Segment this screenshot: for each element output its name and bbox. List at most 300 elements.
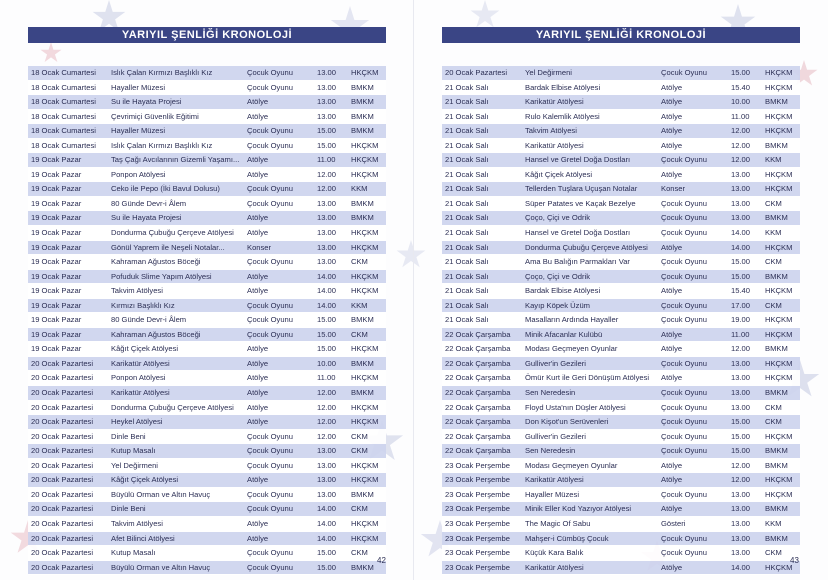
event-time: 13.00 — [728, 211, 762, 226]
event-type: Atölye — [658, 167, 728, 182]
event-venue: CKM — [762, 400, 800, 415]
event-time: 13.00 — [728, 167, 762, 182]
table-row — [28, 342, 386, 357]
event-title: Mahşer-i Cümbüş Çocuk — [522, 531, 658, 546]
event-date: 21 Ocak Salı — [442, 182, 522, 197]
event-type: Çocuk Oyunu — [658, 415, 728, 430]
table-row — [28, 138, 386, 153]
event-type: Atölye — [244, 531, 314, 546]
table-row — [28, 560, 386, 575]
table-row — [28, 255, 386, 270]
event-title: Büyülü Orman ve Altın Havuç — [108, 487, 244, 502]
event-title: Yel Değirmeni — [108, 458, 244, 473]
table-row — [28, 400, 386, 415]
event-time: 15.00 — [314, 138, 348, 153]
event-venue: KKM — [762, 226, 800, 241]
event-venue: HKÇKM — [762, 473, 800, 488]
event-title: Modası Geçmeyen Oyunlar — [522, 342, 658, 357]
event-time: 12.00 — [314, 400, 348, 415]
event-time: 13.00 — [314, 240, 348, 255]
event-title: Islık Çalan Kırmızı Başlıklı Kız — [108, 66, 244, 80]
event-time: 19.00 — [728, 313, 762, 328]
event-date: 18 Ocak Cumartesi — [28, 138, 108, 153]
event-type: Çocuk Oyunu — [244, 444, 314, 459]
event-venue: BMKM — [762, 269, 800, 284]
event-time: 13.00 — [728, 487, 762, 502]
table-row — [442, 80, 800, 95]
event-date: 19 Ocak Pazar — [28, 313, 108, 328]
event-title: Dondurma Çubuğu Çerçeve Atölyesi — [522, 240, 658, 255]
event-time: 15.00 — [728, 429, 762, 444]
event-date: 20 Ocak Pazartesi — [28, 516, 108, 531]
event-title: Kahraman Ağustos Böceği — [108, 255, 244, 270]
event-time: 15.40 — [728, 284, 762, 299]
event-date: 18 Ocak Cumartesi — [28, 109, 108, 124]
event-title: Sen Neredesin — [522, 444, 658, 459]
event-title: Karikatür Atölyesi — [108, 386, 244, 401]
event-venue: BMKM — [762, 458, 800, 473]
table-row — [442, 109, 800, 124]
event-title: Su ile Hayata Projesi — [108, 211, 244, 226]
table-row — [442, 429, 800, 444]
event-type: Çocuk Oyunu — [658, 313, 728, 328]
event-venue: BMKM — [348, 211, 386, 226]
event-title: Dondurma Çubuğu Çerçeve Atölyesi — [108, 400, 244, 415]
table-row — [28, 546, 386, 561]
event-time: 13.00 — [314, 66, 348, 80]
table-row — [28, 66, 386, 80]
event-date: 18 Ocak Cumartesi — [28, 80, 108, 95]
event-date: 20 Ocak Pazartesi — [28, 386, 108, 401]
event-venue: HKÇKM — [348, 458, 386, 473]
event-venue: HKÇKM — [348, 531, 386, 546]
table-row — [28, 371, 386, 386]
event-venue: HKÇKM — [762, 371, 800, 386]
event-date: 21 Ocak Salı — [442, 298, 522, 313]
event-venue: BMKM — [348, 95, 386, 110]
event-time: 15.00 — [314, 560, 348, 575]
table-row — [442, 400, 800, 415]
event-time: 12.00 — [314, 386, 348, 401]
table-row — [442, 531, 800, 546]
event-date: 19 Ocak Pazar — [28, 269, 108, 284]
event-date: 21 Ocak Salı — [442, 124, 522, 139]
table-row — [442, 138, 800, 153]
event-date: 23 Ocak Perşembe — [442, 560, 522, 575]
page-number: 43 — [790, 556, 799, 565]
event-title: Karikatür Atölyesi — [522, 473, 658, 488]
table-row — [28, 196, 386, 211]
event-venue: HKÇKM — [348, 226, 386, 241]
event-time: 12.00 — [728, 458, 762, 473]
event-time: 10.00 — [728, 95, 762, 110]
event-title: Karikatür Atölyesi — [522, 95, 658, 110]
event-date: 23 Ocak Perşembe — [442, 458, 522, 473]
event-venue: HKÇKM — [762, 560, 800, 575]
table-row — [442, 458, 800, 473]
event-time: 13.00 — [314, 211, 348, 226]
table-row — [442, 502, 800, 517]
event-type: Atölye — [658, 138, 728, 153]
event-title: Don Kişot'un Serüvenleri — [522, 415, 658, 430]
event-type: Çocuk Oyunu — [244, 546, 314, 561]
event-date: 19 Ocak Pazar — [28, 240, 108, 255]
event-venue: BMKM — [348, 356, 386, 371]
event-date: 20 Ocak Pazartesi — [28, 487, 108, 502]
event-type: Çocuk Oyunu — [244, 313, 314, 328]
event-venue: HKÇKM — [762, 109, 800, 124]
event-venue: CKM — [348, 444, 386, 459]
event-date: 21 Ocak Salı — [442, 269, 522, 284]
event-date: 21 Ocak Salı — [442, 196, 522, 211]
table-row — [442, 196, 800, 211]
event-title: Çoço, Çiçi ve Odrik — [522, 269, 658, 284]
event-type: Çocuk Oyunu — [658, 255, 728, 270]
event-time: 13.00 — [728, 400, 762, 415]
event-title: Taş Çağı Avcılarının Gizemli Yaşamı... — [108, 153, 244, 168]
event-title: Ama Bu Balığın Parmakları Var — [522, 255, 658, 270]
table-row — [442, 211, 800, 226]
table-row — [442, 386, 800, 401]
event-venue: HKÇKM — [348, 415, 386, 430]
event-date: 19 Ocak Pazar — [28, 196, 108, 211]
event-date: 20 Ocak Pazartesi — [28, 546, 108, 561]
event-type: Atölye — [244, 95, 314, 110]
event-venue: HKÇKM — [762, 356, 800, 371]
event-title: Minik Eller Kod Yazıyor Atölyesi — [522, 502, 658, 517]
event-venue: CKM — [762, 415, 800, 430]
event-venue: HKÇKM — [348, 269, 386, 284]
event-time: 12.00 — [314, 167, 348, 182]
table-row — [442, 371, 800, 386]
event-time: 11.00 — [314, 371, 348, 386]
event-date: 22 Ocak Çarşamba — [442, 415, 522, 430]
event-date: 22 Ocak Çarşamba — [442, 371, 522, 386]
event-date: 21 Ocak Salı — [442, 167, 522, 182]
event-date: 23 Ocak Perşembe — [442, 502, 522, 517]
event-type: Çocuk Oyunu — [658, 386, 728, 401]
event-type: Atölye — [658, 502, 728, 517]
event-title: Takvim Atölyesi — [108, 516, 244, 531]
event-date: 20 Ocak Pazartesi — [28, 371, 108, 386]
event-time: 12.00 — [314, 415, 348, 430]
event-type: Çocuk Oyunu — [244, 487, 314, 502]
table-row — [442, 560, 800, 575]
event-venue: BMKM — [762, 95, 800, 110]
event-date: 21 Ocak Salı — [442, 138, 522, 153]
event-time: 12.00 — [314, 429, 348, 444]
event-time: 15.00 — [314, 327, 348, 342]
event-time: 12.00 — [728, 342, 762, 357]
event-type: Atölye — [244, 153, 314, 168]
event-date: 20 Ocak Pazartesi — [28, 458, 108, 473]
table-row — [28, 415, 386, 430]
event-time: 10.00 — [314, 356, 348, 371]
event-type: Atölye — [244, 371, 314, 386]
event-time: 13.00 — [728, 182, 762, 197]
event-date: 18 Ocak Cumartesi — [28, 66, 108, 80]
event-date: 22 Ocak Çarşamba — [442, 386, 522, 401]
event-time: 13.00 — [314, 255, 348, 270]
page-title: YARIYIL ŞENLİĞİ KRONOLOJİ — [442, 27, 800, 43]
table-row — [28, 153, 386, 168]
event-venue: HKÇKM — [348, 473, 386, 488]
event-time: 15.00 — [728, 415, 762, 430]
table-row — [442, 66, 800, 80]
event-type: Atölye — [244, 400, 314, 415]
event-time: 14.00 — [728, 226, 762, 241]
event-venue: BMKM — [348, 80, 386, 95]
event-type: Çocuk Oyunu — [244, 502, 314, 517]
event-title: Süper Patates ve Kaçak Bezelye — [522, 196, 658, 211]
event-time: 13.00 — [314, 487, 348, 502]
table-row — [442, 487, 800, 502]
event-venue: HKÇKM — [762, 182, 800, 197]
event-time: 15.00 — [314, 124, 348, 139]
event-type: Çocuk Oyunu — [658, 211, 728, 226]
event-venue: HKÇKM — [348, 400, 386, 415]
event-title: 80 Günde Devr-i Âlem — [108, 196, 244, 211]
table-row — [442, 298, 800, 313]
event-title: Dondurma Çubuğu Çerçeve Atölyesi — [108, 226, 244, 241]
event-title: Hansel ve Gretel Doğa Dostları — [522, 226, 658, 241]
event-title: Kahraman Ağustos Böceği — [108, 327, 244, 342]
event-title: Sen Neredesin — [522, 386, 658, 401]
event-time: 15.40 — [728, 80, 762, 95]
event-title: Bardak Elbise Atölyesi — [522, 80, 658, 95]
event-type: Çocuk Oyunu — [244, 298, 314, 313]
event-time: 13.00 — [314, 458, 348, 473]
event-type: Atölye — [658, 342, 728, 357]
event-type: Çocuk Oyunu — [658, 400, 728, 415]
event-time: 14.00 — [314, 284, 348, 299]
event-time: 11.00 — [728, 109, 762, 124]
event-date: 21 Ocak Salı — [442, 95, 522, 110]
event-time: 13.00 — [314, 226, 348, 241]
event-date: 20 Ocak Pazartesi — [28, 356, 108, 371]
event-date: 21 Ocak Salı — [442, 80, 522, 95]
event-venue: CKM — [348, 327, 386, 342]
table-row — [28, 109, 386, 124]
event-type: Konser — [658, 182, 728, 197]
event-venue: HKÇKM — [348, 371, 386, 386]
table-row — [442, 356, 800, 371]
event-type: Atölye — [244, 473, 314, 488]
event-time: 14.00 — [314, 502, 348, 517]
event-time: 13.00 — [728, 196, 762, 211]
event-venue: HKÇKM — [762, 327, 800, 342]
table-row — [28, 284, 386, 299]
event-date: 23 Ocak Perşembe — [442, 473, 522, 488]
event-title: Hayaller Müzesi — [108, 124, 244, 139]
event-date: 19 Ocak Pazar — [28, 298, 108, 313]
table-row — [28, 429, 386, 444]
table-row — [28, 327, 386, 342]
event-venue: BMKM — [348, 313, 386, 328]
event-type: Çocuk Oyunu — [658, 196, 728, 211]
event-date: 19 Ocak Pazar — [28, 226, 108, 241]
event-venue: HKÇKM — [348, 138, 386, 153]
event-time: 13.00 — [314, 80, 348, 95]
event-title: Gulliver'in Gezileri — [522, 429, 658, 444]
event-type: Çocuk Oyunu — [244, 196, 314, 211]
event-time: 11.00 — [728, 327, 762, 342]
event-type: Atölye — [244, 269, 314, 284]
table-row — [28, 356, 386, 371]
event-time: 15.00 — [728, 66, 762, 80]
table-row — [28, 313, 386, 328]
event-venue: HKÇKM — [348, 284, 386, 299]
event-type: Atölye — [658, 109, 728, 124]
table-row — [28, 473, 386, 488]
table-row — [442, 226, 800, 241]
event-type: Atölye — [658, 124, 728, 139]
event-type: Çocuk Oyunu — [244, 458, 314, 473]
event-title: Rulo Kalemlik Atölyesi — [522, 109, 658, 124]
table-row — [28, 516, 386, 531]
table-row — [28, 502, 386, 517]
event-date: 20 Ocak Pazartesi — [28, 473, 108, 488]
event-venue: HKÇKM — [762, 284, 800, 299]
event-type: Atölye — [658, 240, 728, 255]
event-title: Karikatür Atölyesi — [522, 138, 658, 153]
event-date: 20 Ocak Pazartesi — [442, 66, 522, 80]
event-time: 12.00 — [728, 138, 762, 153]
event-venue: HKÇKM — [762, 487, 800, 502]
table-row — [442, 546, 800, 561]
event-time: 14.00 — [314, 269, 348, 284]
table-row — [442, 269, 800, 284]
event-type: Çocuk Oyunu — [244, 124, 314, 139]
event-title: Takvim Atölyesi — [108, 284, 244, 299]
event-date: 22 Ocak Çarşamba — [442, 400, 522, 415]
page-right — [414, 0, 828, 580]
event-date: 23 Ocak Perşembe — [442, 516, 522, 531]
event-date: 19 Ocak Pazar — [28, 153, 108, 168]
event-venue: CKM — [348, 546, 386, 561]
event-type: Çocuk Oyunu — [658, 429, 728, 444]
event-type: Çocuk Oyunu — [658, 356, 728, 371]
table-row — [28, 167, 386, 182]
event-venue: KKM — [762, 516, 800, 531]
event-title: Heykel Atölyesi — [108, 415, 244, 430]
event-venue: HKÇKM — [762, 124, 800, 139]
event-title: Ömür Kurt ile Geri Dönüşüm Atölyesi — [522, 371, 658, 386]
event-type: Atölye — [658, 95, 728, 110]
event-time: 11.00 — [314, 153, 348, 168]
event-date: 19 Ocak Pazar — [28, 182, 108, 197]
event-venue: CKM — [762, 196, 800, 211]
event-title: Küçük Kara Balık — [522, 546, 658, 561]
event-type: Gösteri — [658, 516, 728, 531]
event-venue: BMKM — [348, 560, 386, 575]
event-title: Dinle Beni — [108, 429, 244, 444]
table-row — [442, 167, 800, 182]
event-time: 14.00 — [728, 560, 762, 575]
schedule-table — [442, 66, 800, 575]
event-type: Atölye — [658, 560, 728, 575]
table-row — [28, 531, 386, 546]
event-type: Atölye — [658, 284, 728, 299]
event-date: 21 Ocak Salı — [442, 240, 522, 255]
event-time: 13.00 — [728, 386, 762, 401]
event-date: 23 Ocak Perşembe — [442, 546, 522, 561]
event-venue: CKM — [762, 546, 800, 561]
table-row — [28, 124, 386, 139]
event-date: 21 Ocak Salı — [442, 211, 522, 226]
event-type: Çocuk Oyunu — [658, 153, 728, 168]
event-type: Çocuk Oyunu — [244, 429, 314, 444]
event-time: 13.00 — [728, 516, 762, 531]
event-type: Atölye — [658, 473, 728, 488]
table-row — [28, 386, 386, 401]
event-date: 20 Ocak Pazartesi — [28, 531, 108, 546]
event-title: Masalların Ardında Hayaller — [522, 313, 658, 328]
table-row — [28, 269, 386, 284]
event-date: 21 Ocak Salı — [442, 153, 522, 168]
event-type: Atölye — [244, 211, 314, 226]
event-venue: BMKM — [762, 444, 800, 459]
table-row — [28, 226, 386, 241]
event-title: Gulliver'in Gezileri — [522, 356, 658, 371]
event-title: Kutup Masalı — [108, 546, 244, 561]
event-time: 14.00 — [314, 298, 348, 313]
event-title: Çoço, Çiçi ve Odrik — [522, 211, 658, 226]
event-venue: BMKM — [348, 487, 386, 502]
event-type: Çocuk Oyunu — [658, 487, 728, 502]
event-date: 20 Ocak Pazartesi — [28, 560, 108, 575]
event-venue: BMKM — [762, 211, 800, 226]
event-venue: BMKM — [348, 124, 386, 139]
event-title: Büyülü Orman ve Altın Havuç — [108, 560, 244, 575]
event-title: Hayaller Müzesi — [108, 80, 244, 95]
event-date: 21 Ocak Salı — [442, 109, 522, 124]
event-venue: BMKM — [762, 531, 800, 546]
event-venue: HKÇKM — [762, 66, 800, 80]
event-title: Kayıp Köpek Üzüm — [522, 298, 658, 313]
event-venue: CKM — [348, 255, 386, 270]
event-venue: CKM — [348, 502, 386, 517]
event-venue: KKM — [348, 182, 386, 197]
event-title: Kâğıt Çiçek Atölyesi — [522, 167, 658, 182]
event-date: 20 Ocak Pazartesi — [28, 444, 108, 459]
table-row — [442, 415, 800, 430]
event-time: 15.00 — [314, 313, 348, 328]
event-title: Pofuduk Slime Yapım Atölyesi — [108, 269, 244, 284]
event-date: 19 Ocak Pazar — [28, 211, 108, 226]
event-time: 15.00 — [314, 546, 348, 561]
table-row — [442, 95, 800, 110]
event-date: 19 Ocak Pazar — [28, 255, 108, 270]
event-type: Konser — [244, 240, 314, 255]
event-title: Afet Bilinci Atölyesi — [108, 531, 244, 546]
event-type: Atölye — [244, 415, 314, 430]
event-title: Gönül Yaprem ile Neşeli Notalar... — [108, 240, 244, 255]
event-date: 22 Ocak Çarşamba — [442, 444, 522, 459]
event-type: Çocuk Oyunu — [244, 66, 314, 80]
event-venue: BMKM — [762, 502, 800, 517]
event-date: 21 Ocak Salı — [442, 313, 522, 328]
event-title: Bardak Elbise Atölyesi — [522, 284, 658, 299]
event-type: Atölye — [658, 327, 728, 342]
event-date: 20 Ocak Pazartesi — [28, 429, 108, 444]
event-venue: BMKM — [762, 342, 800, 357]
table-row — [28, 298, 386, 313]
event-time: 12.00 — [728, 153, 762, 168]
event-title: Karikatür Atölyesi — [522, 560, 658, 575]
table-row — [442, 444, 800, 459]
table-row — [28, 80, 386, 95]
